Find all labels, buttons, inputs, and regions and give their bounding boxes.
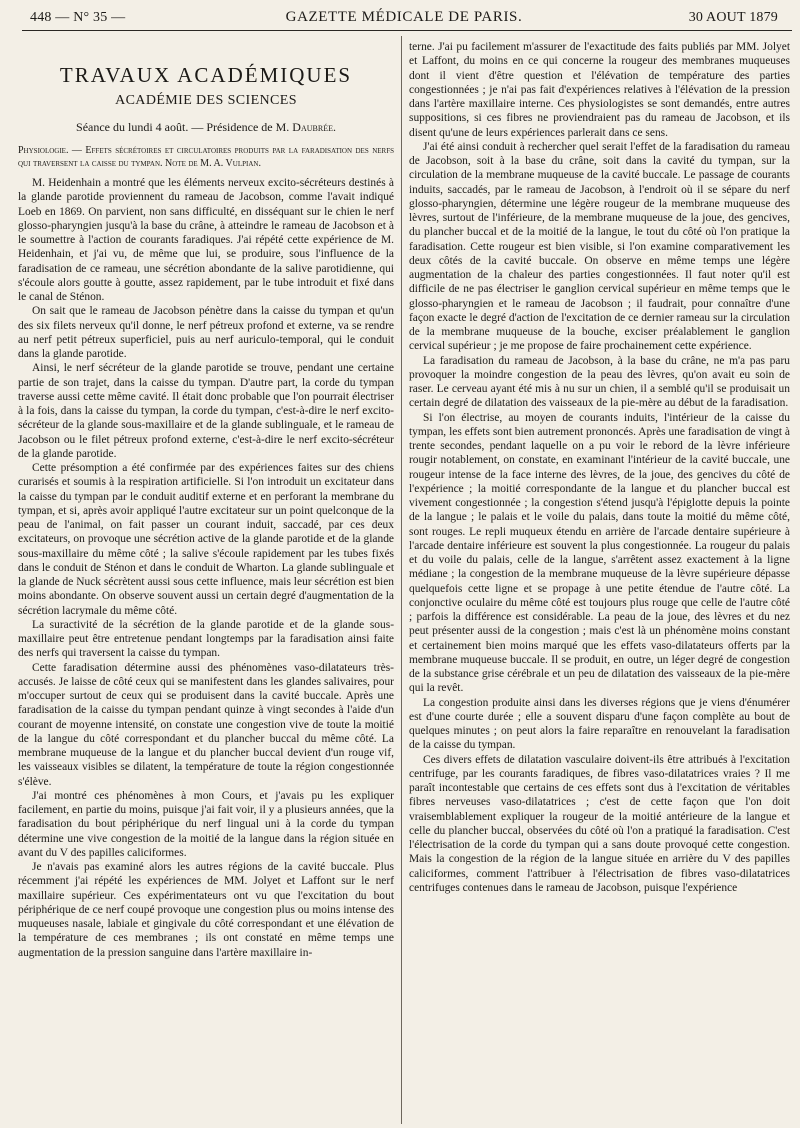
paragraph: M. Heidenhain a montré que les éléments nerveux excito-sécréteurs destinés à la glande parotide proviennent du rameau de Jacobson, comme l'avait indiqué Loeb en 1869. On parvient, non sans difficulté, en disséquant sur le chien le nerf glosso-pharyngien jusqu'à la base du crâne, à atteindre le rameau de Jacobson et à le soumettre à l'action de courants faradiques. J'ai répété cette expérience de M. Heidenhain, et j'ai vu, de même que lui, se produire, sous l'influence de la faradisation de ce rameau, une sécrétion abondante de la salive parotidienne, qui s'écoule alors goutte à goutte, assez rapidement, par le tube introduit et fixé dans le canal de Sténon. <box>18 177 394 303</box>
paragraph: Je n'avais pas examiné alors les autres régions de la cavité buccale. Plus récemment j'ai répété les expériences de MM. Jolyet et Laffont sur le nerf maxillaire supérieur. Ces expérimentateurs ont vu que l'excitation du bout périphérique de ce nerf coupé provoque une congestion plus ou moins intense des muqueuses nasale, labiale et gingivale du côté correspondant et une élévation de la température de ces membranes ; ils ont constaté en même temps une augmentation de la pression sanguine dans l'artère maxillaire in- <box>18 861 394 959</box>
paragraph: Ainsi, le nerf sécréteur de la glande parotide se trouve, pendant une certaine partie de son trajet, dans la caisse du tympan. D'autre part, la corde du tympan traverse aussi cette même cavité. Il était donc probable que l'on pourrait électriser à la fois, dans la caisse du tympan, la corde du tympan, c'est-à-dire le nerf excito-sécréteur de la glande sous-maxillaire et de la glande sublinguale, et le rameau de Jacobson ou le filet pétreux profond externe, c'est-à-dire le nerf excito-sécréteur de la glande parotide. <box>18 362 394 460</box>
journal-title: GAZETTE MÉDICALE DE PARIS. <box>285 9 523 25</box>
running-head <box>30 4 778 30</box>
paragraph: terne. J'ai pu facilement m'assurer de l'exactitude des faits publiés par MM. Jolyet et Laffont, du moins en ce qui concerne la rougeur des membranes muqueuses dont il vient d'être question et l'élévation de température des parties congestionnées ; je n'ai pas fait d'expériences relatives à l'élévation de la pression dans l'artère maxillaire interne. Ces physiologistes se sont demandés, entre autres suppositions, si ces fibres ne proviendraient pas du rameau de Jacobson, et ils disent qu'une de leurs expériences parlerait dans ce sens. <box>409 41 790 139</box>
paragraph: Ces divers effets de dilatation vasculaire doivent-ils être attribués à l'excitation centrifuge, par les courants faradiques, de fibres vaso-dilatatrices vraies ? Il me paraît incontestable que certains de ces effets sont dus à l'excitation de véritables fibres nerveuses vaso-dilatatrices ; c'est de cette façon que l'on doit vraisemblablement expliquer la rougeur de la moitié antérieure de la langue et celle du plancher buccal, observées du côté où l'on a pratiqué la faradisation. C'est l'électrisation de la corde du tympan qui a sans doute provoqué cette congestion. Mais la congestion de la région de la langue située en arrière du V des papilles caliciformes, comment l'attribuer à l'électrisation de fibres vaso-dilatatrices centrifuges contenues dans le rameau de Jacobson, puisque l'expérience <box>409 753 790 894</box>
section-subtitle: ACADÉMIE DES SCIENCES <box>115 93 297 108</box>
paragraph: La suractivité de la sécrétion de la glande parotide et de la glande sous-maxillaire peut être entretenue pendant longtemps par la faradisation ainsi faite des nerfs qui traversent la caisse du tympan. <box>18 618 394 660</box>
header-rule <box>22 30 792 31</box>
article-title: Physiologie. — Effets sécrétoires et circulatoires produits par la faradisation des nerfs qui traversent la caisse du tympan. Note de M. A. Vulpian. <box>18 145 394 169</box>
paragraph: On sait que le rameau de Jacobson pénètre dans la caisse du tympan et qu'un des six filets nerveux qu'il donne, le nerf pétreux profond et externe, va se rendre au nerf petit pétreux superficiel, puis au nerf auriculo-temporal, qui le conduit dans la glande parotide. <box>18 305 394 360</box>
paragraph: La faradisation du rameau de Jacobson, à la base du crâne, ne m'a pas paru provoquer la moindre congestion de la peau des lèvres, qu'on avait eu soin de raser. Le cerveau ayant été mis à nu sur un chien, il a semblé qu'il se produisait un certain degré de dilatation des vaisseaux de la pie-mère au début de la faradisation. <box>409 354 790 410</box>
paragraph: J'ai été ainsi conduit à rechercher quel serait l'effet de la faradisation du rameau de Jacobson, soit à la base du crâne, soit dans la cavité du tympan, sur la circulation de la membrane muqueuse de la cavité buccale. Le passage de courants induits, saccadés, par le rameau de Jacobson, à l'endroit où il se sépare du nerf glosso-pharyngien, détermine une légère rougeur de la membrane muqueuse des lèvres, surtout de l'inférieure, de la membrane muqueuse de la joue, des gencives, du plancher buccal et de la moitié de la langue, le tout du côté où l'on pratique la faradisation. Cette rougeur est bien visible, si l'on examine comparativement les deux côtés de la cavité buccale. On observe en même temps une légère augmentation de la chaleur des parties congestionnées. Il faut noter qu'il est difficile de ne pas électriser le ganglion cervical supérieur en même temps que le glosso-pharyngien et le rameau de Jacobson ; il faudrait, pour connaître d'une façon exacte le degré d'action de l'excitation de ce dernier rameau sur la circulation de la membrane muqueuse de la bouche, exciser préalablement le ganglion cervical supérieur ; je me propose de faire prochainement cette expérience. <box>409 140 790 353</box>
right-column <box>409 40 790 1124</box>
paragraph: J'ai montré ces phénomènes à mon Cours, et j'avais pu les expliquer facilement, en partie du moins, puisque j'ai fait voir, il y a plusieurs années, que la faradisation du bout périphérique du nerf lingual uni à la corde du tympan détermine une vive congestion de la moitié de la langue dans la région située en avant du V des papilles caliciformes. <box>18 789 394 859</box>
session-text: Séance du lundi 4 août. — Présidence de M. <box>76 120 290 134</box>
left-column <box>18 40 394 1124</box>
paragraph: La congestion produite ainsi dans les diverses régions que je viens d'énumérer est d'une courte durée ; elle a souvent disparu d'une façon complète au bout de quelques minutes ; on peut alors la faire reparaître en renouvelant la faradisation de la caisse du tympan. <box>409 696 790 752</box>
section-title: TRAVAUX ACADÉMIQUES <box>59 63 353 87</box>
column-divider <box>401 36 402 1124</box>
session-line <box>18 120 394 135</box>
paragraph: Cette présomption a été confirmée par des expériences faites sur des chiens curarisés et soumis à la respiration artificielle. Si l'on introduit un excitateur dans la caisse du tympan par le conduit auditif externe et en perforant la membrane du tympan, et si, après avoir appliqué l'autre excitateur sur un point quelconque de la peau de l'animal, on fait passer un courant induit, saccadé, par ces deux excitateurs, on provoque une sécrétion active de la glande parotide et de la glande sous-maxillaire du même côté ; la salive s'écoule rapidement par les tubes fixés dans le conduit de Sténon et dans le conduit de Wharton. La glande sublinguale et la glande de Nuck sécrètent aussi sous cette influence, mais leur sécrétion est bien moins abondante. On observe souvent aussi un certain degré d'augmentation de la sécrétion lacrymale du même côté. <box>18 462 394 617</box>
page-number: 448 — N° 35 — <box>30 10 126 25</box>
paragraph: Cette faradisation détermine aussi des phénomènes vaso-dilatateurs très-accusés. Je laisse de côté ceux qui se manifestent dans les glandes salivaires, pour m'occuper surtout de ceux qui se produisent dans la cavité buccale. Après une faradisation de la caisse du tympan pendant quinze à vingt secondes à l'aide d'un courant de moyenne intensité, on constate une congestion vive de toute la moitié de la langue du côté correspondant et du plancher buccal du même côté. La membrane muqueuse de la langue et du plancher buccal devient d'un rouge vif, les vaisseaux visibles se dilatent, la température de toute la région congestionnée s'élève. <box>18 661 394 788</box>
paragraph: Si l'on électrise, au moyen de courants induits, l'intérieur de la caisse du tympan, les effets sont bien autrement prononcés. Après une faradisation de vingt à trente secondes, pendant laquelle on a pu voir le rebord de la lèvre inférieure rougir notablement, on constate, en examinant l'intérieur de la cavité buccale, une rougeur intense de la face interne des lèvres, de la joue, des gencives du côté de l'expérience ; la moitié correspondante de la langue et du plancher buccal est vivement congestionnée ; la congestion s'étend jusqu'à l'épiglotte depuis la pointe de la langue ; le palais et le voile du palais, dans toute la moitié du même côté, sont rouges. Le repli muqueux étendu en arrière de l'arcade dentaire supérieure à l'arcade dentaire inférieure est souvent la plus congestionnée. La rougeur du palais et du voile du palais, celle de la langue, s'arrêtent assez exactement à la ligne médiane ; la congestion de la membrane muqueuse de la lèvre supérieure dépasse quelquefois cette ligne et se propage à une petite étendue de l'autre côté. La conjonctive oculaire du même côté est toujours plus rouge que celle de l'autre côté ; parfois la différence est considérable. La peau de la joue, des lèvres et du nez peut présenter aussi de la congestion ; mais c'est là un phénomène moins constant et certainement bien moins marqué que les effets vaso-dilatateurs offerts par la membrane muqueuse buccale. Il se produit, en outre, un léger degré de congestion de la substance grise cérébrale et un peu de dilatation des vaisseaux de la pie-mère qui la revêt. <box>409 411 790 695</box>
issue-date: 30 AOUT 1879 <box>688 10 778 25</box>
president-name: Daubrée. <box>292 120 336 134</box>
